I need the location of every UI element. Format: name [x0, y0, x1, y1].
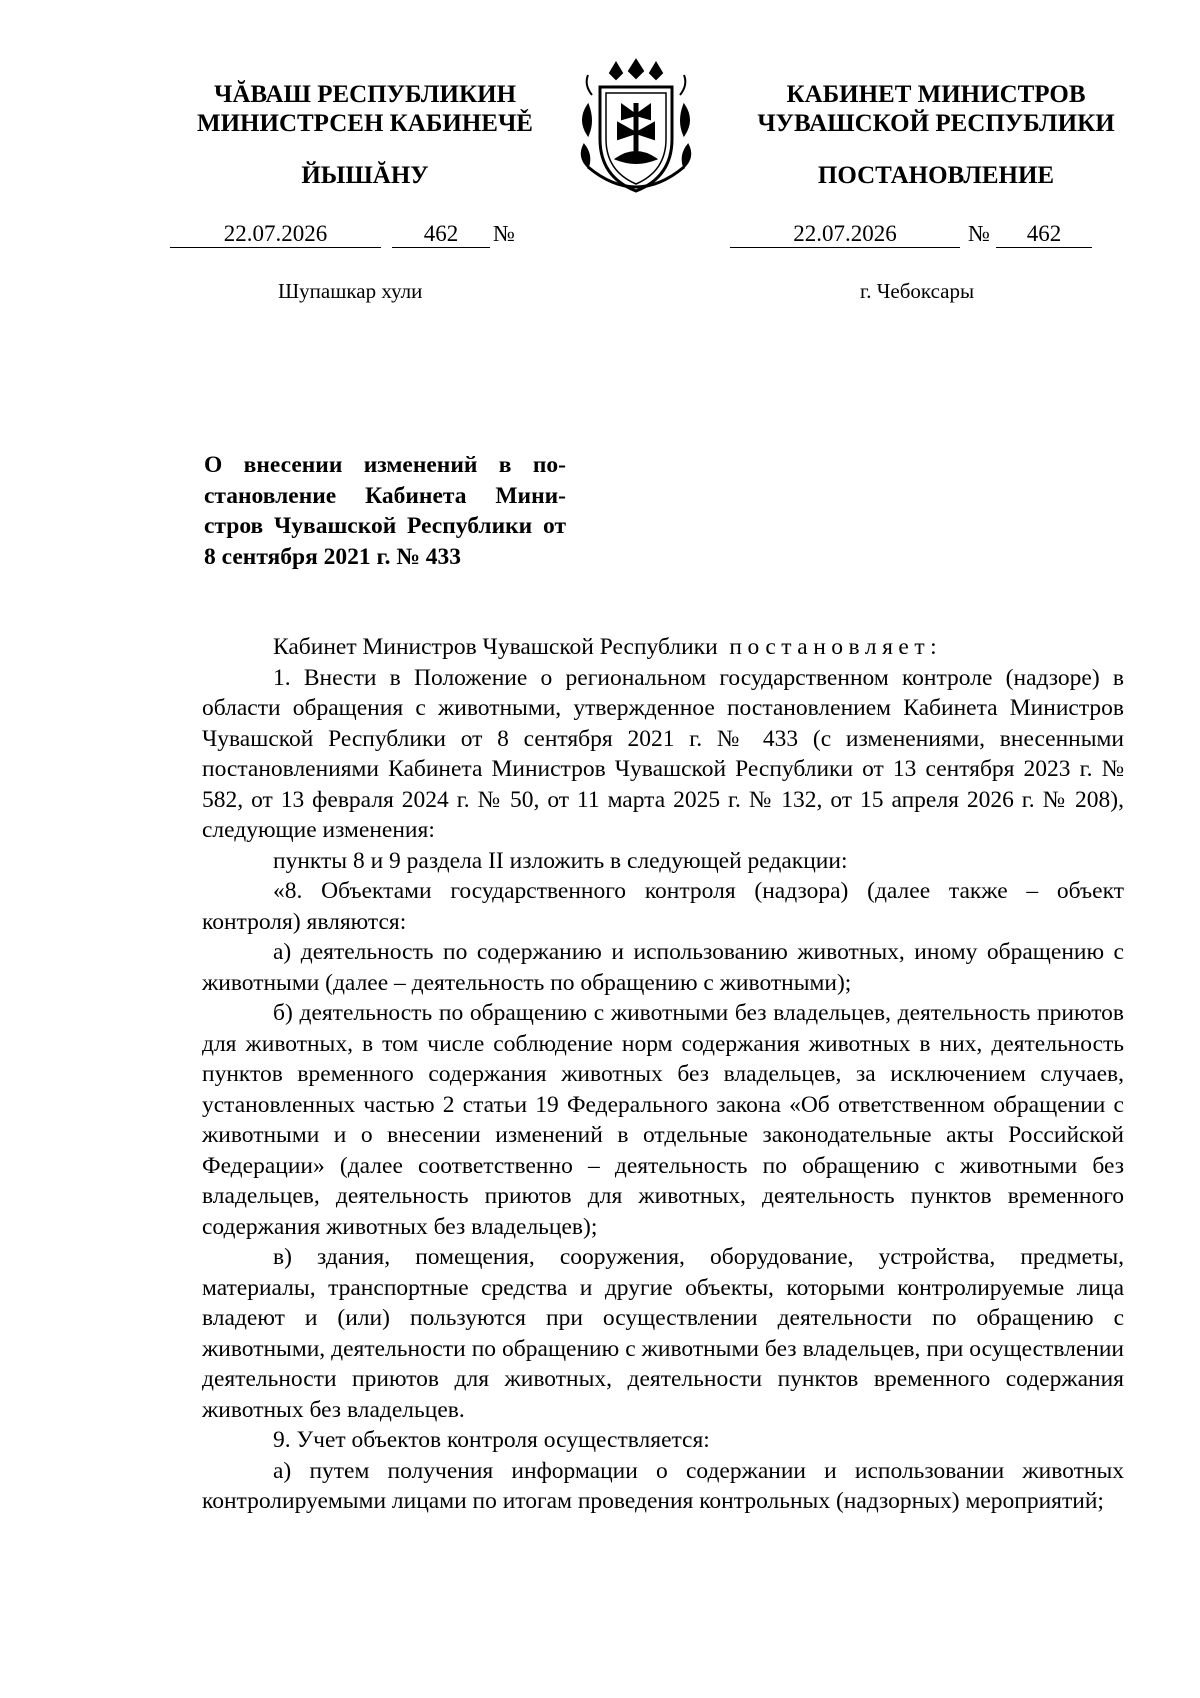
header-left-line2: МИНИСТРСЕН КАБИНЕЧĚ — [197, 110, 533, 137]
body-paragraph: а) деятельность по содержанию и использованию животных, иному обращению с животными (далее – деятельность по обращению с животными); — [202, 939, 1124, 996]
doc-type-left: ЙЫШĂНУ — [301, 162, 429, 189]
body-paragraph: в) здания, помещения, сооружения, оборудование, устройства, предметы, материалы, транспортные средства и другие объекты, которыми контролируемые лица владеют и (или) пользуются при осуществлении деятельности по обращению с животными, деятельности по обращению с животными без владельцев, при осуществлении деятельности приютов для животных, деятельности пунктов временного содержания животных без владельцев. — [202, 1244, 1124, 1423]
header-left-line1: ЧĂВАШ РЕСПУБЛИКИН — [213, 81, 517, 108]
intro-lead: Кабинет Министров Чувашской Республики — [273, 634, 718, 660]
body-paragraph: пункты 8 и 9 раздела II изложить в следующей редакции: — [273, 847, 848, 874]
left-number-field: 462 — [392, 221, 490, 248]
body-paragraph: 9. Учет объектов контроля осуществляется: — [273, 1427, 710, 1453]
place-right: г. Чебоксары — [860, 279, 975, 303]
left-number-sign: № — [493, 221, 515, 246]
body-paragraph: «8. Объектами государственного контроля (надзора) (далее также – объект контроля) являются: — [202, 878, 1124, 935]
right-date-field: 22.07.2026 — [730, 221, 960, 248]
body-paragraph: 1. Внести в Положение о региональном государственном контроле (надзоре) в области обращения с животными, утвержденное постановлением Кабинета Министров Чувашской Республики от 8 сентября 2021 г. № 433 (с изменениями, внесенными постановлениями Кабинета Министров Чувашской Республики от 13 сентября 2023 г. № 582, от 13 февраля 2024 г. № 50, от 11 марта 2025 г. № 132, от 15 апреля 2026 г. № 208), следующие изменения: — [202, 664, 1124, 843]
document-body — [202, 632, 1124, 1517]
right-number-field: 462 — [996, 221, 1092, 248]
header-right-line1: КАБИНЕТ МИНИСТРОВ — [786, 81, 1086, 108]
header-right — [726, 80, 1146, 138]
chuvash-coat-of-arms-icon — [570, 55, 702, 200]
header-right-line2: ЧУВАШСКОЙ РЕСПУБЛИКИ — [757, 110, 1115, 137]
document-subject: О внесении изменений в постановление Кабинета Министров Чувашской Республики от 8 сентября 2021 г. № 433 — [204, 452, 566, 570]
right-number-sign: № — [968, 221, 990, 246]
left-date-field: 22.07.2026 — [170, 221, 381, 248]
intro-paragraph — [202, 632, 1124, 663]
body-paragraph: б) деятельность по обращению с животными без владельцев, деятельность приютов для животных, в том числе соблюдение норм содержания животных в них, деятельность пунктов временного содержания животных без владельцев, за исключением случаев, установленных частью 2 статьи 19 Федерального закона «Об ответственном обращении с животными и о внесении изменений в отдельные законодательные акты Российской Федерации» (далее соответственно – деятельность по обращению с животными без владельцев, деятельность приютов для животных, деятельность пунктов временного содержания животных без владельцев); — [202, 1000, 1124, 1240]
header-left — [165, 80, 565, 138]
intro-verb: постановляет: — [729, 634, 943, 660]
place-left: Шупашкар хули — [278, 279, 423, 303]
body-paragraph: а) путем получения информации о содержании и использовании животных контролируемыми лицами по итогам проведения контрольных (надзорных) мероприятий; — [202, 1457, 1124, 1514]
doc-type-right: ПОСТАНОВЛЕНИЕ — [817, 162, 1055, 189]
